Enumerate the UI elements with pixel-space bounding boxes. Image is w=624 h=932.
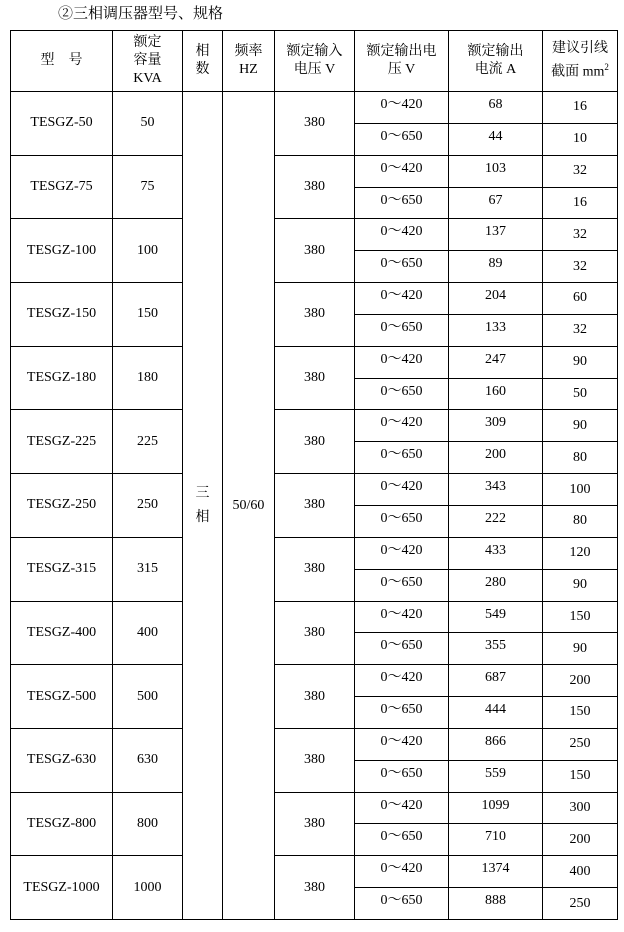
output-current-cell: 343 — [449, 474, 543, 506]
output-current-cell: 222 — [449, 505, 543, 537]
table-row — [11, 728, 618, 760]
output-voltage-cell: 0～650 — [355, 760, 449, 792]
output-current-cell: 687 — [449, 665, 543, 697]
output-voltage-cell: 0～650 — [355, 442, 449, 474]
model-cell: TESGZ-630 — [11, 728, 113, 792]
capacity-cell: 800 — [113, 792, 183, 856]
section-cell: 60 — [543, 283, 618, 315]
model-cell: TESGZ-400 — [11, 601, 113, 665]
section-heading: ②三相调压器型号、规格 — [58, 6, 224, 22]
section-cell: 100 — [543, 474, 618, 506]
output-current-cell: 710 — [449, 824, 543, 856]
header-model: 型 号 — [11, 31, 113, 92]
model-cell: TESGZ-75 — [11, 155, 113, 219]
section-cell: 250 — [543, 888, 618, 920]
header-output-current: 额定输出 电流 A — [449, 31, 543, 92]
capacity-cell: 315 — [113, 537, 183, 601]
output-voltage-cell: 0～420 — [355, 474, 449, 506]
output-current-cell: 433 — [449, 537, 543, 569]
capacity-cell: 630 — [113, 728, 183, 792]
output-voltage-cell: 0～650 — [355, 697, 449, 729]
output-voltage-cell: 0～650 — [355, 378, 449, 410]
section-cell: 50 — [543, 378, 618, 410]
capacity-cell: 150 — [113, 283, 183, 347]
table-row — [11, 792, 618, 824]
output-voltage-cell: 0～650 — [355, 633, 449, 665]
capacity-cell: 400 — [113, 601, 183, 665]
section-cell: 90 — [543, 569, 618, 601]
output-current-cell: 103 — [449, 155, 543, 187]
output-voltage-cell: 0～650 — [355, 888, 449, 920]
output-voltage-cell: 0～420 — [355, 601, 449, 633]
section-cell: 16 — [543, 187, 618, 219]
output-voltage-cell: 0～420 — [355, 346, 449, 378]
output-current-cell: 133 — [449, 314, 543, 346]
output-current-cell: 559 — [449, 760, 543, 792]
output-voltage-cell: 0～650 — [355, 824, 449, 856]
capacity-cell: 50 — [113, 92, 183, 156]
header-input-voltage: 额定输入 电压 V — [275, 31, 355, 92]
section-cell: 90 — [543, 633, 618, 665]
capacity-cell: 250 — [113, 474, 183, 538]
capacity-cell: 180 — [113, 346, 183, 410]
table-row — [11, 474, 618, 506]
section-cell: 32 — [543, 314, 618, 346]
section-cell: 120 — [543, 537, 618, 569]
model-cell: TESGZ-100 — [11, 219, 113, 283]
table-row — [11, 856, 618, 888]
output-current-cell: 160 — [449, 378, 543, 410]
output-voltage-cell: 0～650 — [355, 569, 449, 601]
output-voltage-cell: 0～420 — [355, 792, 449, 824]
section-cell: 300 — [543, 792, 618, 824]
header-phase: 相 数 — [183, 31, 223, 92]
output-current-cell: 309 — [449, 410, 543, 442]
phase-char: 三 — [195, 485, 210, 501]
section-cell: 90 — [543, 346, 618, 378]
header-capacity: 额定 容量 KVA — [113, 31, 183, 92]
input-voltage-cell: 380 — [275, 410, 355, 474]
output-voltage-cell: 0～420 — [355, 537, 449, 569]
capacity-cell: 500 — [113, 665, 183, 729]
output-voltage-cell: 0～420 — [355, 856, 449, 888]
output-current-cell: 89 — [449, 251, 543, 283]
header-output-voltage: 额定输出电 压 V — [355, 31, 449, 92]
table-row — [11, 346, 618, 378]
model-cell: TESGZ-180 — [11, 346, 113, 410]
output-voltage-cell: 0～650 — [355, 505, 449, 537]
output-current-cell: 247 — [449, 346, 543, 378]
section-cell: 32 — [543, 155, 618, 187]
spec-table — [10, 30, 618, 920]
output-current-cell: 355 — [449, 633, 543, 665]
output-voltage-cell: 0～420 — [355, 92, 449, 124]
table-row — [11, 283, 618, 315]
output-current-cell: 44 — [449, 123, 543, 155]
header-row — [11, 31, 618, 92]
model-cell: TESGZ-1000 — [11, 856, 113, 920]
output-current-cell: 200 — [449, 442, 543, 474]
model-cell: TESGZ-315 — [11, 537, 113, 601]
model-cell: TESGZ-50 — [11, 92, 113, 156]
input-voltage-cell: 380 — [275, 283, 355, 347]
section-cell: 90 — [543, 410, 618, 442]
input-voltage-cell: 380 — [275, 601, 355, 665]
header-section: 建议引线截面 $mm^2$ — [543, 31, 618, 92]
model-cell: TESGZ-250 — [11, 474, 113, 538]
input-voltage-cell: 380 — [275, 346, 355, 410]
input-voltage-cell: 380 — [275, 728, 355, 792]
output-current-cell: 1374 — [449, 856, 543, 888]
input-voltage-cell: 380 — [275, 92, 355, 156]
section-cell: 32 — [543, 219, 618, 251]
section-cell: 80 — [543, 442, 618, 474]
section-cell: 250 — [543, 728, 618, 760]
section-cell: 10 — [543, 123, 618, 155]
table-row — [11, 92, 618, 124]
output-current-cell: 67 — [449, 187, 543, 219]
output-current-cell: 549 — [449, 601, 543, 633]
capacity-cell: 1000 — [113, 856, 183, 920]
output-voltage-cell: 0～650 — [355, 314, 449, 346]
table-row — [11, 219, 618, 251]
model-cell: TESGZ-150 — [11, 283, 113, 347]
phase-char: 相 — [195, 509, 210, 525]
section-cell: 200 — [543, 665, 618, 697]
output-current-cell: 444 — [449, 697, 543, 729]
input-voltage-cell: 380 — [275, 792, 355, 856]
model-cell: TESGZ-500 — [11, 665, 113, 729]
input-voltage-cell: 380 — [275, 665, 355, 729]
capacity-cell: 225 — [113, 410, 183, 474]
model-cell: TESGZ-800 — [11, 792, 113, 856]
output-voltage-cell: 0～650 — [355, 123, 449, 155]
table-row — [11, 601, 618, 633]
spec-body — [11, 92, 618, 920]
output-current-cell: 137 — [449, 219, 543, 251]
capacity-cell: 75 — [113, 155, 183, 219]
section-cell: 150 — [543, 760, 618, 792]
input-voltage-cell: 380 — [275, 537, 355, 601]
phase-cell — [183, 92, 223, 920]
output-voltage-cell: 0～650 — [355, 251, 449, 283]
section-cell: 150 — [543, 601, 618, 633]
output-voltage-cell: 0～650 — [355, 187, 449, 219]
output-current-cell: 1099 — [449, 792, 543, 824]
output-voltage-cell: 0～420 — [355, 155, 449, 187]
table-row — [11, 155, 618, 187]
section-cell: 200 — [543, 824, 618, 856]
output-voltage-cell: 0～420 — [355, 665, 449, 697]
capacity-cell: 100 — [113, 219, 183, 283]
table-row — [11, 537, 618, 569]
output-current-cell: 204 — [449, 283, 543, 315]
frequency-cell: 50/60 — [223, 92, 275, 920]
section-cell: 80 — [543, 505, 618, 537]
output-voltage-cell: 0～420 — [355, 410, 449, 442]
input-voltage-cell: 380 — [275, 856, 355, 920]
output-current-cell: 888 — [449, 888, 543, 920]
section-cell: 16 — [543, 92, 618, 124]
section-cell: 400 — [543, 856, 618, 888]
input-voltage-cell: 380 — [275, 474, 355, 538]
output-current-cell: 68 — [449, 92, 543, 124]
table-row — [11, 410, 618, 442]
output-current-cell: 280 — [449, 569, 543, 601]
output-voltage-cell: 0～420 — [355, 728, 449, 760]
output-voltage-cell: 0～420 — [355, 219, 449, 251]
model-cell: TESGZ-225 — [11, 410, 113, 474]
header-frequency: 频率 HZ — [223, 31, 275, 92]
input-voltage-cell: 380 — [275, 219, 355, 283]
section-cell: 150 — [543, 697, 618, 729]
table-row — [11, 665, 618, 697]
output-voltage-cell: 0～420 — [355, 283, 449, 315]
input-voltage-cell: 380 — [275, 155, 355, 219]
section-cell: 32 — [543, 251, 618, 283]
output-current-cell: 866 — [449, 728, 543, 760]
